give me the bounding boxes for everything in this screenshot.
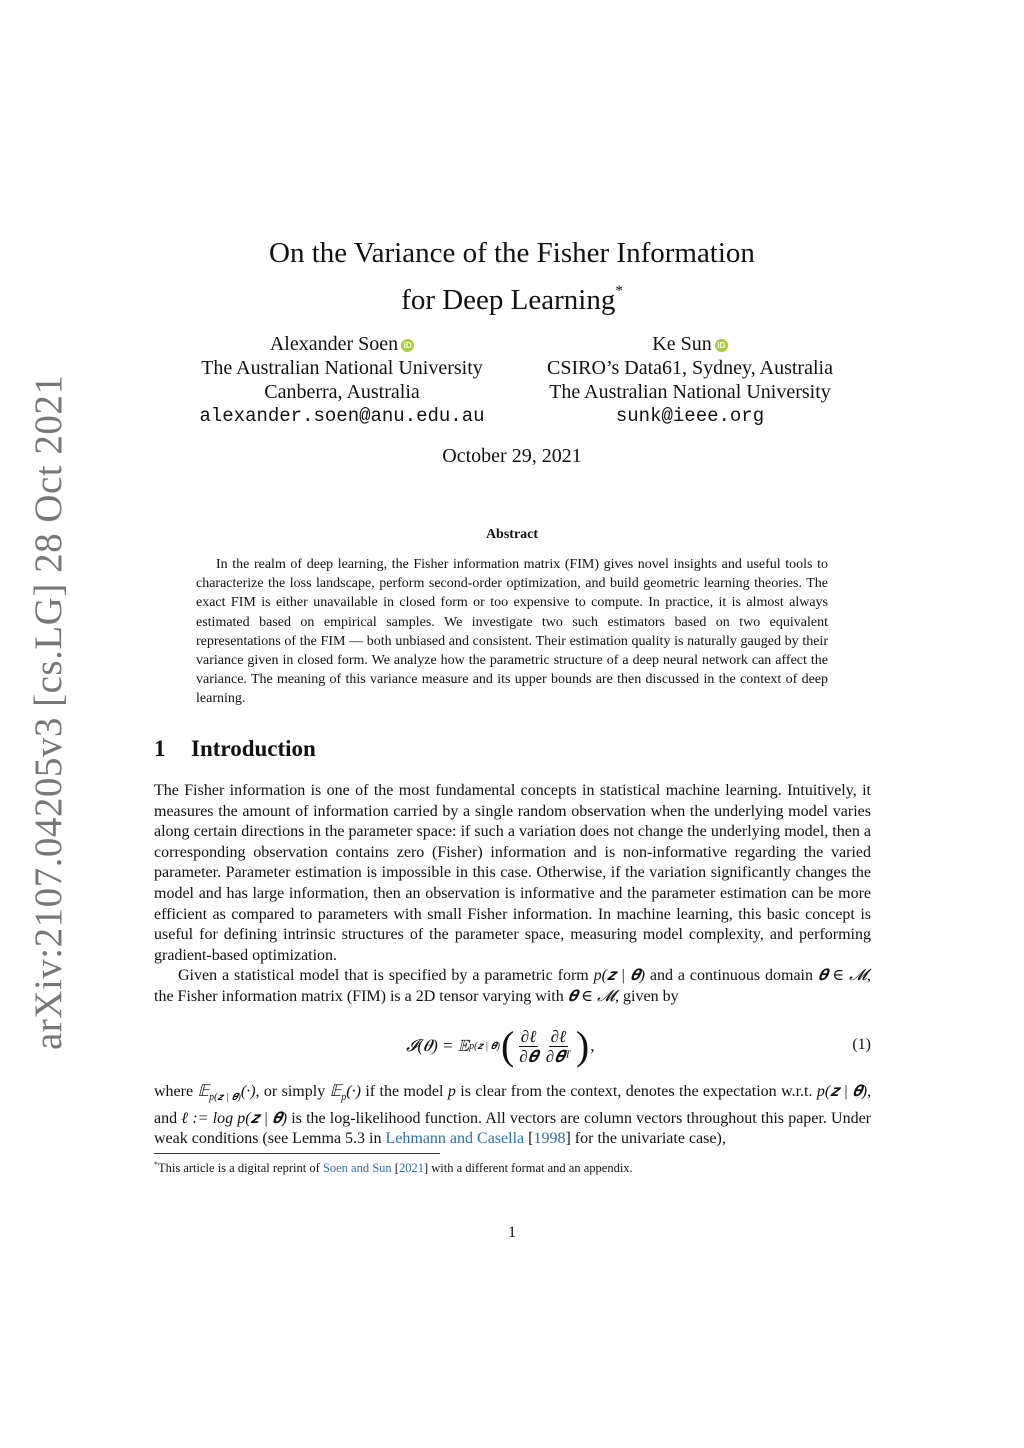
math-subscript: p <box>341 1092 347 1104</box>
left-paren: ( <box>500 1023 515 1068</box>
right-paren: ) <box>575 1023 590 1068</box>
intro-paragraph-2 <box>154 966 871 1007</box>
author-affiliation: Canberra, Australia <box>264 381 420 403</box>
author-name: Alexander Soen <box>269 333 399 355</box>
author-block-soen <box>170 332 514 428</box>
arxiv-identifier-stamp: arXiv:2107.04205v3 [cs.LG] 28 Oct 2021 <box>27 374 70 1050</box>
equation-comma: , <box>590 1036 595 1055</box>
equation-number: (1) <box>852 1036 871 1053</box>
denominator: ∂𝜽ᵀ <box>545 1046 571 1066</box>
text-run: and a continuous domain <box>649 967 813 984</box>
numerator: ∂ℓ <box>520 1026 537 1046</box>
equation-body <box>406 1018 594 1074</box>
author-email: alexander.soen@anu.edu.au <box>199 405 485 427</box>
abstract-heading: Abstract <box>485 527 539 542</box>
text-run: , and <box>154 1083 872 1127</box>
math-inline: (·) <box>240 1083 256 1100</box>
footnote-mark: * <box>154 1160 158 1169</box>
title-line-1: On the Variance of the Fisher Information <box>269 237 755 269</box>
author-name: Ke Sun <box>652 333 712 355</box>
author-affiliation: CSIRO’s Data61, Sydney, Australia <box>547 357 833 379</box>
equation-lhs: 𝓘(𝜽) = 𝔼 <box>406 1036 470 1055</box>
publication-date: October 29, 2021 <box>442 445 582 467</box>
fraction <box>517 1027 540 1066</box>
orcid-icon[interactable]: iD <box>401 339 414 352</box>
footnote-divider <box>154 1153 440 1154</box>
math-inline: ℓ := log p(𝒛 | 𝜽) <box>181 1109 288 1127</box>
text-run: This article is a digital reprint of <box>158 1161 320 1176</box>
fraction <box>544 1027 573 1066</box>
intro-paragraph-1: The Fisher information is one of the most fundamental concepts in statistical machine learning. Intuitively, it measures the amount of information carried by a single random observation when the underlying model varies along certain directions in the parameter space: if such a variation does not change the underlying model, then a corresponding observation contains zero (Fisher) information and is non-informative regarding the varied parameter. Parameter estimation is impossible in this case. Otherwise, if the variation significantly changes the model and has large information, then an observation is informative and the parameter estimation can be more efficient as compared to parameters with small Fisher information. In machine learning, this basic concept is useful for defining intrinsic structures of the parameter space, measuring model complexity, and performing gradient-based optimization. <box>154 782 871 964</box>
title-line-2: for Deep Learning <box>401 284 616 316</box>
numerator: ∂ℓ <box>550 1026 567 1046</box>
math-inline: p(𝒛 | 𝜽) <box>816 1083 868 1100</box>
section-heading <box>154 736 316 762</box>
math-inline: 𝔼 <box>329 1083 342 1100</box>
equation-1 <box>154 1018 871 1074</box>
math-inline: 𝔼 <box>197 1083 210 1100</box>
author-affiliation: The Australian National University <box>201 357 483 379</box>
section-number: 1 <box>154 736 166 761</box>
paper-title <box>150 234 874 319</box>
citation-year-link[interactable]: 2021 <box>398 1161 424 1176</box>
denominator: ∂𝜽 <box>519 1046 538 1066</box>
math-inline: (·) <box>346 1083 361 1100</box>
author-affiliation: The Australian National University <box>549 381 831 403</box>
title-footnote-mark: * <box>615 283 623 299</box>
citation-link[interactable]: Soen and Sun <box>322 1161 392 1176</box>
author-block-sun <box>520 332 860 428</box>
expectation-subscript: p(𝒛 | 𝜽) <box>469 1040 500 1052</box>
page-number: 1 <box>508 1224 516 1241</box>
math-subscript: p(𝒛 | 𝜽) <box>209 1092 241 1104</box>
text-run: with a different format and an appendix. <box>431 1161 633 1176</box>
abstract-text: In the realm of deep learning, the Fisher information matrix (FIM) gives novel insights and useful tools to characterize the loss landscape, perform second-order optimization, and build geometric learning theories. The exact FIM is either unavailable in closed form or too expensive to compute. In practice, it is almost always estimated based on empirical samples. We investigate two such estimators based on two equivalent representations of the FIM — both unbiased and consistent. Their estimation quality is naturally gauged by their variance given in closed form. We analyze how the parametric structure of a deep neural network can affect the variance. The meaning of this variance measure and its upper bounds are then discussed in the context of deep learning. <box>196 557 828 707</box>
text-run: , or simply <box>255 1083 326 1100</box>
text-run: , the Fisher information matrix (FIM) is a 2D tensor varying with <box>154 967 872 1005</box>
text-run: Given a statistical model that is specified by a parametric form <box>178 967 589 984</box>
citation-year-link[interactable]: 1998 <box>533 1130 566 1148</box>
math-inline: 𝜽 ∈ 𝓜 <box>817 967 868 984</box>
citation-link[interactable]: Lehmann and Casella <box>385 1130 525 1148</box>
math-inline: p <box>447 1083 456 1100</box>
text-run: if the model <box>365 1083 444 1100</box>
author-email: sunk@ieee.org <box>615 405 765 427</box>
text-run: where <box>154 1083 194 1100</box>
text-run: for the univariate case), <box>574 1130 726 1148</box>
intro-paragraph-3: where 𝔼$_{p(𝒛 | 𝜽)}$(·), or simply 𝔼$_p$(·) if the model p is clear from the context, denotes the expectation w.r.t. p(𝒛 | 𝜽), and ℓ := log p(𝒛 | 𝜽) is the log-likelihood function. All vectors are column vectors throughout this paper. Under weak conditions (see Lemma 5.3 in Lehmann and Casella [1998] for the univariate case), <box>154 1083 872 1148</box>
orcid-icon[interactable]: iD <box>715 339 728 352</box>
text-run: , given by <box>615 987 679 1005</box>
math-inline: 𝜽 ∈ 𝓜 <box>567 987 616 1005</box>
math-inline: p(𝒛 | 𝜽) <box>593 967 645 984</box>
text-run: is the log-likelihood function. All vectors are column vectors throughout this paper. Under weak conditions (see Lemma 5.3 in <box>154 1109 872 1148</box>
section-title: Introduction <box>191 736 316 761</box>
text-run: is clear from the context, denotes the expectation w.r.t. <box>460 1083 813 1100</box>
footnote: *This article is a digital reprint of Soen and Sun [2021] with a different format and an appendix. <box>154 1160 633 1176</box>
